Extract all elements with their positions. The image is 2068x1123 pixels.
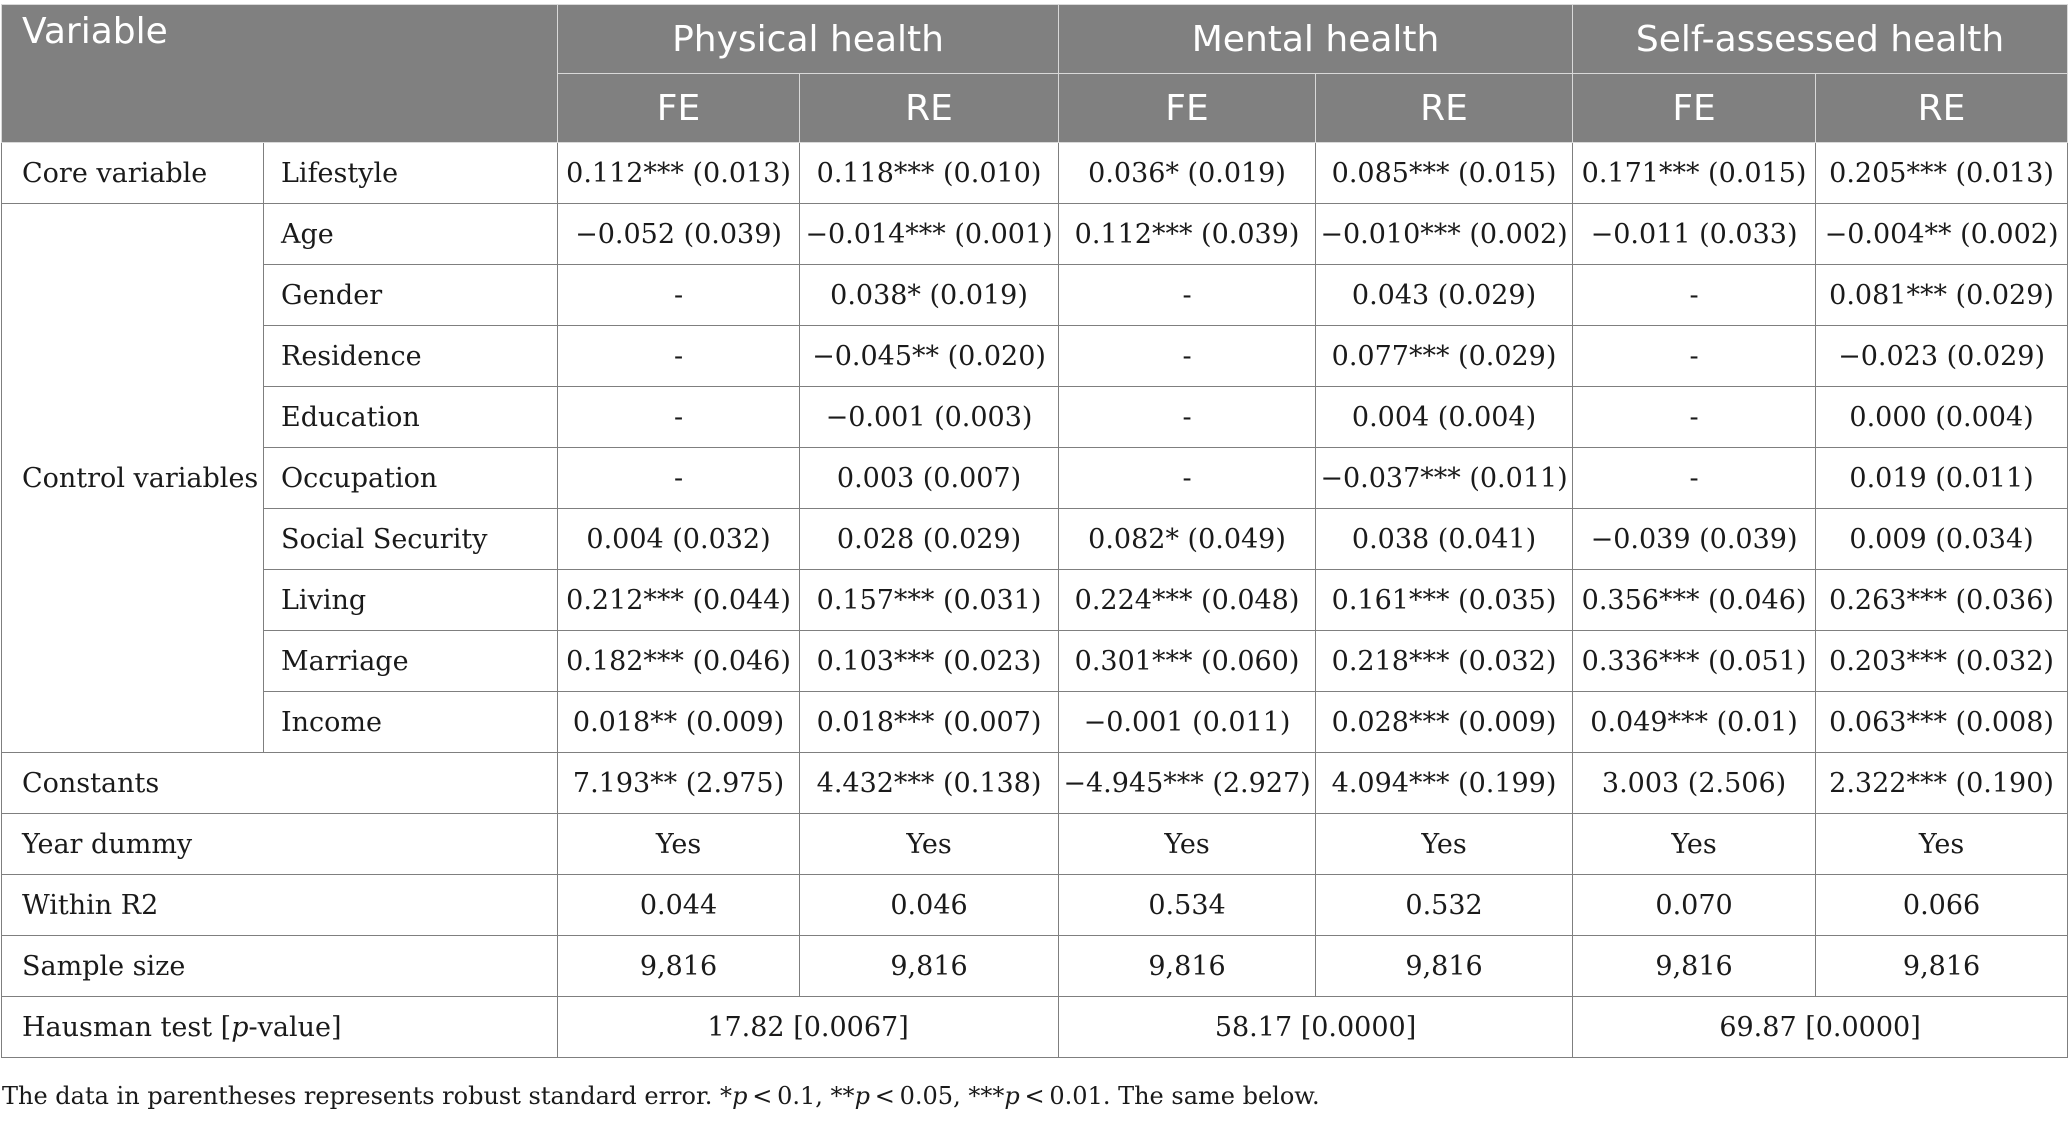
table-cell: 0.063*** (0.008) <box>1816 692 2068 753</box>
table-cell: 0.077*** (0.029) <box>1316 326 1573 387</box>
table-cell: 0.103*** (0.023) <box>800 631 1059 692</box>
table-cell: 9,816 <box>1573 936 1816 997</box>
sub-header-re: RE <box>1816 74 2068 143</box>
variable-name: Gender <box>264 265 558 326</box>
sub-header-fe: FE <box>1573 74 1816 143</box>
table-cell: −0.052 (0.039) <box>558 204 800 265</box>
table-cell: 0.218*** (0.032) <box>1316 631 1573 692</box>
table-row-within-r2 <box>2 875 2068 936</box>
table-cell: 58.17 [0.0000] <box>1059 997 1573 1058</box>
header-row-1 <box>2 5 2068 74</box>
table-cell: −0.014*** (0.001) <box>800 204 1059 265</box>
variable-name: Occupation <box>264 448 558 509</box>
table-cell: 0.085*** (0.015) <box>1316 143 1573 204</box>
table-cell: 0.212*** (0.044) <box>558 570 800 631</box>
table-row-hausman <box>2 997 2068 1058</box>
table-cell: 0.009 (0.034) <box>1816 509 2068 570</box>
table-cell: 0.534 <box>1059 875 1316 936</box>
variable-name: Income <box>264 692 558 753</box>
table-cell: 0.018*** (0.007) <box>800 692 1059 753</box>
table-row-control <box>2 204 2068 265</box>
table-cell: 17.82 [0.0067] <box>558 997 1059 1058</box>
table-cell: 7.193** (2.975) <box>558 753 800 814</box>
table-cell: 0.004 (0.004) <box>1316 387 1573 448</box>
table-cell: 9,816 <box>1059 936 1316 997</box>
table-row-control <box>2 692 2068 753</box>
table-row-constants <box>2 753 2068 814</box>
table-cell: - <box>1573 448 1816 509</box>
table-cell: 0.046 <box>800 875 1059 936</box>
table-cell: −0.023 (0.029) <box>1816 326 2068 387</box>
table-cell: 9,816 <box>1816 936 2068 997</box>
table-cell: 0.028*** (0.009) <box>1316 692 1573 753</box>
table-cell: 0.070 <box>1573 875 1816 936</box>
footnote-text: < 0.05, *** <box>869 1082 1005 1110</box>
row-label <box>2 997 558 1058</box>
table-cell: 0.112*** (0.013) <box>558 143 800 204</box>
row-label: Sample size <box>2 936 558 997</box>
table-cell: 0.036* (0.019) <box>1059 143 1316 204</box>
table-body <box>2 143 2068 1058</box>
table-cell: 0.000 (0.004) <box>1816 387 2068 448</box>
results-table-container <box>1 4 2067 1058</box>
variable-name: Residence <box>264 326 558 387</box>
table-cell: - <box>1059 265 1316 326</box>
sub-header-fe: FE <box>558 74 800 143</box>
table-cell: 0.019 (0.011) <box>1816 448 2068 509</box>
table-cell: 4.432*** (0.138) <box>800 753 1059 814</box>
table-row-year-dummy <box>2 814 2068 875</box>
variable-name: Age <box>264 204 558 265</box>
group-header-physical: Physical health <box>558 5 1059 74</box>
variable-name: Marriage <box>264 631 558 692</box>
table-cell: 0.301*** (0.060) <box>1059 631 1316 692</box>
table-row-control <box>2 387 2068 448</box>
row-label: Year dummy <box>2 814 558 875</box>
table-cell: 0.018** (0.009) <box>558 692 800 753</box>
table-row-control <box>2 570 2068 631</box>
table-cell: - <box>1573 265 1816 326</box>
table-cell: 9,816 <box>800 936 1059 997</box>
variable-name: Education <box>264 387 558 448</box>
table-cell: - <box>1059 387 1316 448</box>
table-cell: 0.066 <box>1816 875 2068 936</box>
sub-header-re: RE <box>800 74 1059 143</box>
core-variable-label: Core variable <box>2 143 264 204</box>
hausman-label-text: Hausman test [ <box>22 1011 232 1043</box>
table-cell: - <box>1059 448 1316 509</box>
table-cell: - <box>558 326 800 387</box>
table-row-control <box>2 509 2068 570</box>
table-cell: 0.082* (0.049) <box>1059 509 1316 570</box>
table-cell: 2.322*** (0.190) <box>1816 753 2068 814</box>
table-row-control <box>2 326 2068 387</box>
group-header-mental: Mental health <box>1059 5 1573 74</box>
table-cell: 69.87 [0.0000] <box>1573 997 2068 1058</box>
table-cell: 0.182*** (0.046) <box>558 631 800 692</box>
table-cell: 0.038 (0.041) <box>1316 509 1573 570</box>
table-cell: 9,816 <box>558 936 800 997</box>
variable-header: Variable <box>2 5 558 143</box>
hausman-label-text: -value] <box>248 1011 342 1043</box>
table-cell: - <box>1573 387 1816 448</box>
table-cell: 0.049*** (0.01) <box>1573 692 1816 753</box>
table-cell: 0.171*** (0.015) <box>1573 143 1816 204</box>
footnote-p: p <box>732 1082 748 1110</box>
group-header-self-assessed: Self-assessed health <box>1573 5 2068 74</box>
table-cell: 0.157*** (0.031) <box>800 570 1059 631</box>
table-cell: 0.161*** (0.035) <box>1316 570 1573 631</box>
table-cell: 0.336*** (0.051) <box>1573 631 1816 692</box>
table-cell: 0.043 (0.029) <box>1316 265 1573 326</box>
table-cell: 0.004 (0.032) <box>558 509 800 570</box>
table-cell: 0.028 (0.029) <box>800 509 1059 570</box>
footnote-p: p <box>854 1082 870 1110</box>
hausman-label-p: p <box>231 1011 249 1043</box>
table-cell: 3.003 (2.506) <box>1573 753 1816 814</box>
table-cell: 0.356*** (0.046) <box>1573 570 1816 631</box>
table-cell: −0.037*** (0.011) <box>1316 448 1573 509</box>
table-cell: −0.004** (0.002) <box>1816 204 2068 265</box>
table-cell: −0.001 (0.011) <box>1059 692 1316 753</box>
table-cell: −0.011 (0.033) <box>1573 204 1816 265</box>
table-row-core <box>2 143 2068 204</box>
table-cell: 0.532 <box>1316 875 1573 936</box>
table-cell: Yes <box>1816 814 2068 875</box>
variable-name: Social Security <box>264 509 558 570</box>
footnote-p: p <box>1004 1082 1020 1110</box>
footnote-text: < 0.01. The same below. <box>1019 1082 1320 1110</box>
table-cell: −0.010*** (0.002) <box>1316 204 1573 265</box>
control-variables-label: Control variables <box>2 204 264 753</box>
row-label: Constants <box>2 753 558 814</box>
sub-header-fe: FE <box>1059 74 1316 143</box>
table-row-control <box>2 448 2068 509</box>
table-cell: Yes <box>1573 814 1816 875</box>
table-row-control <box>2 631 2068 692</box>
table-cell: 0.044 <box>558 875 800 936</box>
table-cell: −0.039 (0.039) <box>1573 509 1816 570</box>
table-cell: −4.945*** (2.927) <box>1059 753 1316 814</box>
table-cell: 0.112*** (0.039) <box>1059 204 1316 265</box>
table-footnote <box>2 1082 1320 1110</box>
table-cell: 0.038* (0.019) <box>800 265 1059 326</box>
table-cell: 0.205*** (0.013) <box>1816 143 2068 204</box>
table-cell: - <box>1573 326 1816 387</box>
table-cell: −0.001 (0.003) <box>800 387 1059 448</box>
table-cell: - <box>1059 326 1316 387</box>
table-cell: - <box>558 265 800 326</box>
table-cell: Yes <box>1059 814 1316 875</box>
table-row-sample-size <box>2 936 2068 997</box>
table-cell: −0.045** (0.020) <box>800 326 1059 387</box>
table-cell: 0.118*** (0.010) <box>800 143 1059 204</box>
table-cell: Yes <box>1316 814 1573 875</box>
table-row-control <box>2 265 2068 326</box>
table-cell: 9,816 <box>1316 936 1573 997</box>
footnote-text: < 0.1, ** <box>747 1082 855 1110</box>
table-cell: 0.081*** (0.029) <box>1816 265 2068 326</box>
table-cell: Yes <box>558 814 800 875</box>
table-cell: 4.094*** (0.199) <box>1316 753 1573 814</box>
table-cell: 0.203*** (0.032) <box>1816 631 2068 692</box>
regression-table <box>1 4 2068 1058</box>
table-cell: Yes <box>800 814 1059 875</box>
row-label: Within R2 <box>2 875 558 936</box>
table-cell: 0.224*** (0.048) <box>1059 570 1316 631</box>
table-cell: 0.263*** (0.036) <box>1816 570 2068 631</box>
table-cell: - <box>558 387 800 448</box>
table-cell: - <box>558 448 800 509</box>
sub-header-re: RE <box>1316 74 1573 143</box>
variable-name: Lifestyle <box>264 143 558 204</box>
table-cell: 0.003 (0.007) <box>800 448 1059 509</box>
variable-name: Living <box>264 570 558 631</box>
footnote-text: The data in parentheses represents robust standard error. * <box>2 1082 733 1110</box>
